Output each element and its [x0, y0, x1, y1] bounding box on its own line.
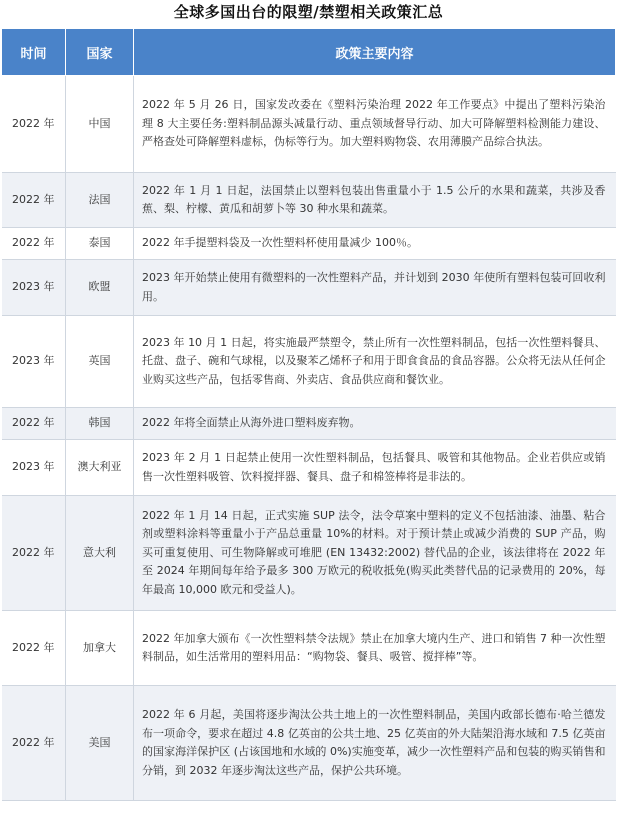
row-country: 韩国: [66, 408, 134, 440]
header-year: 时间: [2, 29, 66, 76]
row-content: 2022 年加拿大颁布《一次性塑料禁令法规》禁止在加拿大境内生产、进口和销售 7 种一次性塑料制品，如生活常用的塑料用品：“购物袋、餐具、吸管、搅拌棒”等。: [134, 611, 616, 686]
row-content: 2023 年 2 月 1 日起禁止使用一次性塑料制品，包括餐具、吸管和其他物品。企业若供应或销售一次性塑料吸管、饮料搅拌器、餐具、盘子和棉签棒将是非法的。: [134, 440, 616, 496]
table-row: [2, 76, 616, 173]
row-year: 2022 年: [2, 496, 66, 611]
row-year: 2022 年: [2, 173, 66, 228]
row-country: 英国: [66, 316, 134, 408]
row-year: 2023 年: [2, 260, 66, 316]
header-content: 政策主要内容: [134, 29, 616, 76]
table-row: [2, 228, 616, 260]
table-row: [2, 611, 616, 686]
table-row: [2, 316, 616, 408]
row-content: 2022 年 6 月起，美国将逐步淘汰公共土地上的一次性塑料制品，美国内政部长德布·哈兰德发布一项命令，要求在超过 4.8 亿英亩的公共土地、25 亿英亩的外大陆架沿海水域和 7.5 亿英亩的国家海洋保护区 (占该国地和水域的 0%)实施变革，减少一次性塑料产品和包装的购买销售和分销，到 2032 年逐步淘汰这些产品，保护公共环境。: [134, 686, 616, 801]
row-country: 加拿大: [66, 611, 134, 686]
row-country: 中国: [66, 76, 134, 173]
policy-table: [1, 28, 616, 801]
row-content: 2022 年 1 月 14 日起，正式实施 SUP 法令，法令草案中塑料的定义不包括油漆、油墨、粘合剂或塑料涂料等重量小于产品总重量 10%的材料。对于预计禁止或减少消费的 SUP 产品，购买可重复使用、可生物降解或可堆肥 (EN 13432:2002) 替代品的企业，该法律将在 2022 年至 2024 年期间每年给予最多 300 万欧元的税收抵免(购买此类替代品的记录费用的 20%，每年最高 10,000 欧元和受益人)。: [134, 496, 616, 611]
row-content: 2022 年将全面禁止从海外进口塑料废弃物。: [134, 408, 616, 440]
table-row: [2, 173, 616, 228]
row-country: 法国: [66, 173, 134, 228]
row-year: 2022 年: [2, 408, 66, 440]
row-year: 2022 年: [2, 686, 66, 801]
row-year: 2022 年: [2, 611, 66, 686]
row-country: 意大利: [66, 496, 134, 611]
table-row: [2, 496, 616, 611]
row-year: 2022 年: [2, 76, 66, 173]
row-year: 2023 年: [2, 316, 66, 408]
row-content: 2022 年 5 月 26 日，国家发改委在《塑料污染治理 2022 年工作要点》中提出了塑料污染治理 8 大主要任务:塑料制品源头减量行动、重点领域督导行动、加大可降解塑料检测能力建设、严格查处可降解塑料虚标，伪标等行为。加大塑料购物袋、农用薄膜产品综合执法。: [134, 76, 616, 173]
row-country: 美国: [66, 686, 134, 801]
table-row: [2, 440, 616, 496]
row-country: 泰国: [66, 228, 134, 260]
row-content: 2022 年手提塑料袋及一次性塑料杯使用量减少 100％。: [134, 228, 616, 260]
table-row: [2, 686, 616, 801]
row-content: 2023 年开始禁止使用有微塑料的一次性塑料产品，并计划到 2030 年使所有塑料包装可回收利用。: [134, 260, 616, 316]
row-content: 2023 年 10 月 1 日起，将实施最严禁塑令，禁止所有一次性塑料制品，包括一次性塑料餐具、托盘、盘子、碗和气球棍，以及聚苯乙烯杯子和用于即食食品的食品容器。公众将无法从任何企业购买这些产品，包括零售商、外卖店、食品供应商和餐饮业。: [134, 316, 616, 408]
table-header-row: [2, 29, 616, 76]
row-country: 澳大利亚: [66, 440, 134, 496]
header-country: 国家: [66, 29, 134, 76]
table-row: [2, 260, 616, 316]
row-year: 2023 年: [2, 440, 66, 496]
row-year: 2022 年: [2, 228, 66, 260]
page-title: 全球多国出台的限塑/禁塑相关政策汇总: [173, 3, 444, 21]
row-country: 欧盟: [66, 260, 134, 316]
table-row: [2, 408, 616, 440]
row-content: 2022 年 1 月 1 日起，法国禁止以塑料包装出售重量小于 1.5 公斤的水果和蔬菜，共涉及香蕉、梨、柠檬、黄瓜和胡萝卜等 30 种水果和蔬菜。: [134, 173, 616, 228]
